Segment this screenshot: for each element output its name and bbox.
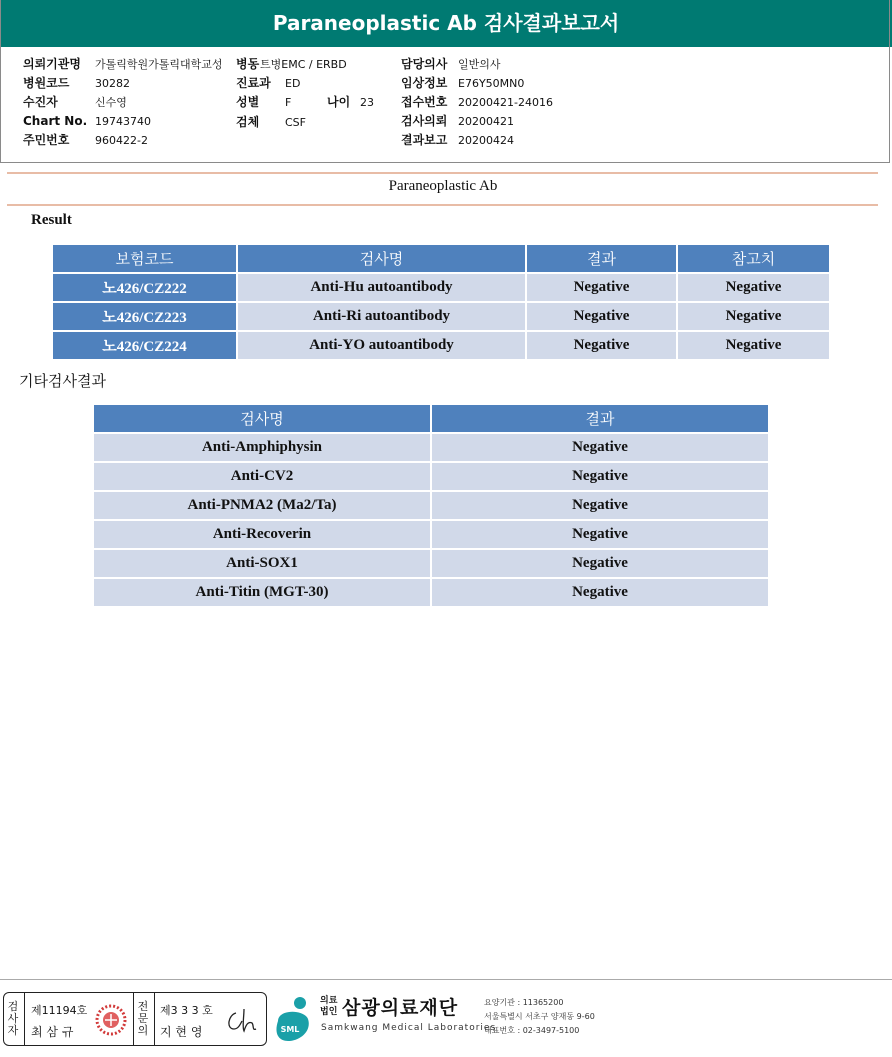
main-result-table [51,243,831,361]
footer-divider [0,979,892,980]
examiner-label: 검사자 [7,1000,19,1037]
test-name-cell: Anti-Amphiphysin [94,434,430,461]
result-cell: Negative [527,274,676,301]
info-value: 신수영 [95,96,127,109]
org-corporation-label: 의료법인 [320,996,338,1017]
seal-icon [93,1003,129,1037]
info-label: 수진자 [23,95,58,109]
info-label: 담당의사 [401,57,448,71]
signature-box [3,992,267,1046]
contact-line: 서울특별시 서초구 양재동 9-60 [484,1012,595,1021]
contact-line: 대표번호 : 02-3497-5100 [484,1026,580,1035]
result-cell: Negative [527,303,676,330]
result-cell: Negative [432,434,768,461]
result-cell: Negative [432,492,768,519]
table-row [94,434,768,461]
info-value: 960422-2 [95,134,148,147]
header-right-info [401,55,553,150]
table-row [94,492,768,519]
info-label: 임상정보 [401,76,448,90]
column-header: 결과 [527,245,676,272]
info-label: 진료과 [236,76,271,90]
report-title: Paraneoplastic Ab 검사결과보고서 [0,0,892,47]
header-middle-info [236,55,374,132]
age-label: 나이 [327,95,351,109]
report-subtitle: Paraneoplastic Ab [388,178,498,194]
other-result-table [92,403,770,608]
info-value: 20200421-24016 [458,96,553,109]
table-row [94,463,768,490]
org-name: 삼광의료재단 [342,997,459,1019]
insurance-code-cell: 노426/CZ224 [53,332,236,359]
result-cell: Negative [432,521,768,548]
insurance-code-cell: 노426/CZ222 [53,274,236,301]
logo-text: SML [280,1025,300,1034]
table-header-row [94,405,768,432]
info-value: 일반의사 [458,58,501,71]
info-label: 결과보고 [401,133,448,147]
info-value: 19743740 [95,115,151,128]
column-header: 보험코드 [53,245,236,272]
table-row [94,521,768,548]
age-value: 23 [360,96,374,109]
info-label: 성별 [236,95,260,109]
table-row [53,303,829,330]
info-label: 병동 [236,57,260,71]
info-label: 주민번호 [23,133,70,147]
info-value: ED [285,77,301,90]
column-header: 결과 [432,405,768,432]
test-name-cell: Anti-CV2 [94,463,430,490]
header-left-info [23,55,223,150]
info-value: 30282 [95,77,130,90]
test-name-cell: Anti-PNMA2 (Ma2/Ta) [94,492,430,519]
specialist-name: 지 현 영 [160,1025,203,1039]
column-header: 참고치 [678,245,829,272]
reference-cell: Negative [678,332,829,359]
specialist-license-no: 제3 3 3 호 [160,1004,213,1017]
info-label: 검체 [236,115,260,129]
test-name-cell: Anti-SOX1 [94,550,430,577]
sml-logo-icon [270,995,314,1043]
table-row [53,274,829,301]
table-row [94,579,768,606]
info-value: CSF [285,116,306,129]
examiner-license-no: 제11194호 [31,1004,88,1017]
insurance-code-cell: 노426/CZ223 [53,303,236,330]
other-tests-label: 기타검사결과 [19,372,106,390]
info-value: F [285,96,292,109]
result-cell: Negative [527,332,676,359]
table-row [94,550,768,577]
examiner-name: 최 삼 규 [31,1025,74,1039]
contact-line: 요양기관 : 11365200 [484,998,564,1007]
info-label: Chart No. [23,114,88,128]
column-header: 검사명 [238,245,525,272]
reference-cell: Negative [678,274,829,301]
divider [7,204,878,206]
info-value: 20200424 [458,134,514,147]
result-label: Result [31,212,72,228]
info-value: E76Y50MN0 [458,77,525,90]
info-value: 20200421 [458,115,514,128]
divider [154,993,155,1045]
info-value: 가톨릭학원가톨릭대학교성 [95,58,223,71]
test-name-cell: Anti-Titin (MGT-30) [94,579,430,606]
reference-cell: Negative [678,303,829,330]
test-name-cell: Anti-Recoverin [94,521,430,548]
test-name-cell: Anti-YO autoantibody [238,332,525,359]
test-name-cell: Anti-Ri autoantibody [238,303,525,330]
divider [24,993,25,1045]
specialist-label: 전문의 [137,1000,149,1037]
result-cell: Negative [432,579,768,606]
info-value: 트병EMC / ERBD [260,58,347,71]
signature-icon [222,1003,262,1037]
info-label: 접수번호 [401,95,448,109]
result-cell: Negative [432,550,768,577]
info-label: 검사의뢰 [401,114,448,128]
column-header: 검사명 [94,405,430,432]
info-label: 병원코드 [23,76,70,90]
test-name-cell: Anti-Hu autoantibody [238,274,525,301]
divider [7,172,878,174]
table-row [53,332,829,359]
info-label: 의뢰기관명 [23,57,81,71]
divider [133,993,134,1045]
result-cell: Negative [432,463,768,490]
table-header-row [53,245,829,272]
org-english-name: Samkwang Medical Laboratories [321,1023,497,1033]
